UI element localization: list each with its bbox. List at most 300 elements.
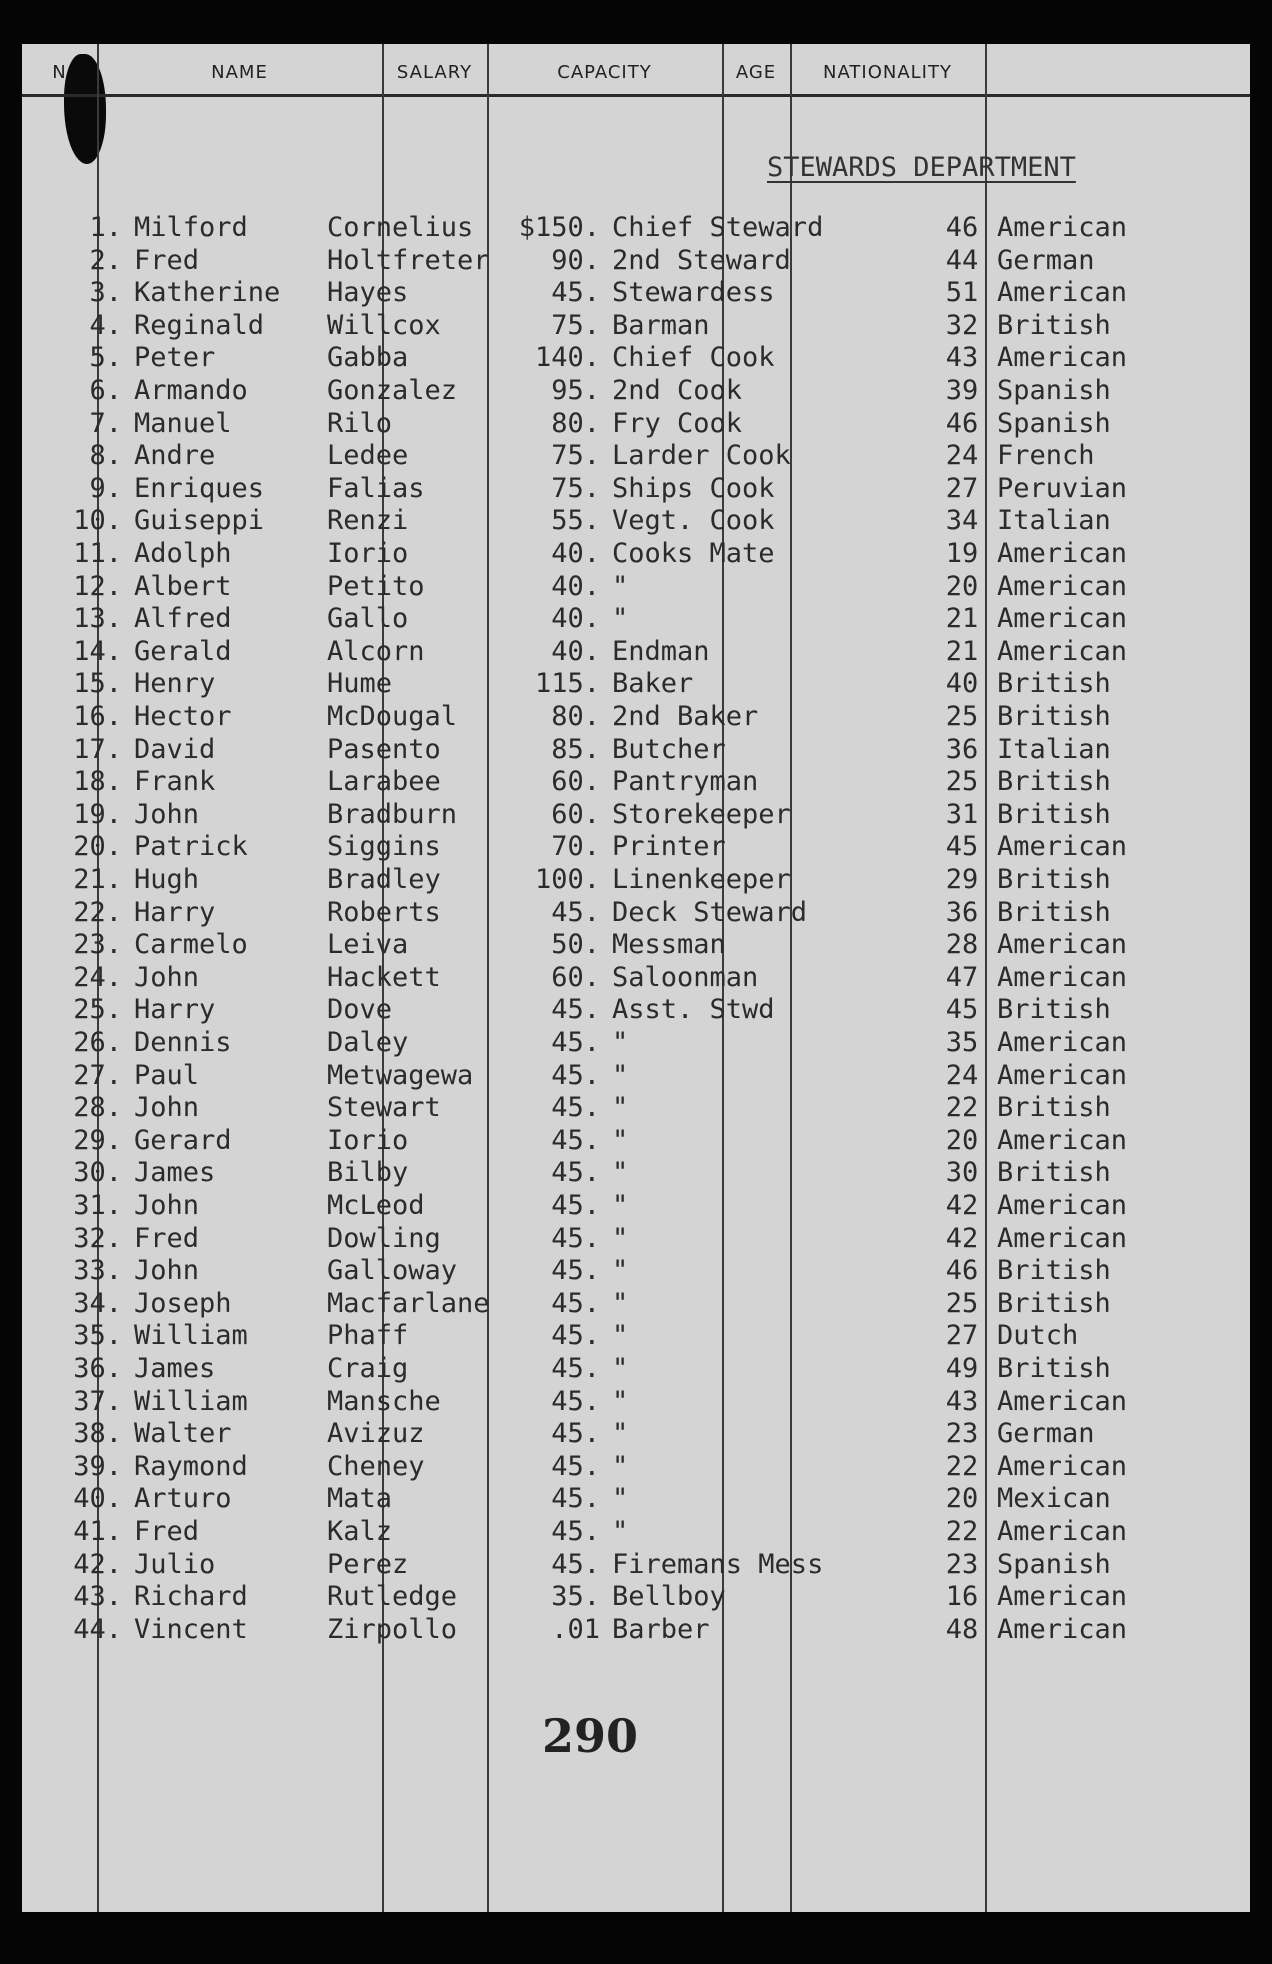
cell-nationality: American xyxy=(997,1581,1128,1612)
crew-list-page xyxy=(22,44,1250,1912)
cell-first: Carmelo xyxy=(134,929,248,960)
header-no: N xyxy=(52,62,67,83)
cell-last: Bradburn xyxy=(327,799,458,830)
cell-age: 24 xyxy=(945,1060,979,1091)
cell-nationality: German xyxy=(997,245,1095,276)
cell-first: Paul xyxy=(134,1060,200,1091)
cell-num: 21. xyxy=(73,864,122,895)
page-number: 290 xyxy=(542,1709,639,1763)
table-row xyxy=(22,375,1250,407)
cell-age: 40 xyxy=(945,668,979,699)
cell-first: Albert xyxy=(134,571,232,602)
table-row xyxy=(22,310,1250,342)
cell-age: 21 xyxy=(945,603,979,634)
cell-last: Bilby xyxy=(327,1157,409,1188)
header-salary: SALARY xyxy=(396,62,473,83)
cell-salary: 40. xyxy=(551,636,600,667)
table-row xyxy=(22,505,1250,537)
cell-last: Holtfreter xyxy=(327,245,490,276)
cell-first: John xyxy=(134,962,200,993)
cell-num: 1. xyxy=(89,212,122,243)
cell-capacity: " xyxy=(612,1288,629,1319)
table-row xyxy=(22,212,1250,244)
cell-num: 17. xyxy=(73,734,122,765)
cell-nationality: American xyxy=(997,962,1128,993)
cell-salary: 50. xyxy=(551,929,600,960)
cell-last: Roberts xyxy=(327,897,441,928)
cell-first: William xyxy=(134,1386,248,1417)
cell-last: Dove xyxy=(327,994,393,1025)
cell-capacity: " xyxy=(612,1255,629,1286)
cell-num: 8. xyxy=(89,440,122,471)
cell-age: 48 xyxy=(945,1614,979,1645)
cell-nationality: British xyxy=(997,701,1111,732)
table-row xyxy=(22,473,1250,505)
cell-capacity: Barman xyxy=(612,310,710,341)
table-row xyxy=(22,897,1250,929)
cell-last: Cornelius xyxy=(327,212,474,243)
cell-age: 22 xyxy=(945,1092,979,1123)
cell-num: 20. xyxy=(73,831,122,862)
cell-nationality: American xyxy=(997,571,1128,602)
table-row xyxy=(22,1223,1250,1255)
cell-num: 25. xyxy=(73,994,122,1025)
cell-salary: 115. xyxy=(534,668,600,699)
cell-nationality: American xyxy=(997,603,1128,634)
cell-capacity: Butcher xyxy=(612,734,726,765)
cell-capacity: " xyxy=(612,603,629,634)
cell-first: Hector xyxy=(134,701,232,732)
cell-age: 42 xyxy=(945,1190,979,1221)
table-row xyxy=(22,994,1250,1026)
cell-nationality: American xyxy=(997,1451,1128,1482)
cell-nationality: American xyxy=(997,1386,1128,1417)
table-row xyxy=(22,603,1250,635)
cell-salary: 140. xyxy=(534,342,600,373)
cell-num: 36. xyxy=(73,1353,122,1384)
table-row xyxy=(22,1516,1250,1548)
cell-last: Willcox xyxy=(327,310,441,341)
header-rule xyxy=(22,94,1250,97)
cell-nationality: American xyxy=(997,929,1128,960)
cell-num: 44. xyxy=(73,1614,122,1645)
cell-nationality: American xyxy=(997,1190,1128,1221)
table-row xyxy=(22,1027,1250,1059)
cell-first: John xyxy=(134,1255,200,1286)
cell-salary: 75. xyxy=(551,440,600,471)
cell-capacity: " xyxy=(612,1451,629,1482)
cell-first: Adolph xyxy=(134,538,232,569)
cell-age: 45 xyxy=(945,994,979,1025)
cell-salary: 45. xyxy=(551,1516,600,1547)
cell-capacity: Storekeeper xyxy=(612,799,791,830)
cell-last: Dowling xyxy=(327,1223,441,1254)
cell-last: Pasento xyxy=(327,734,441,765)
table-row xyxy=(22,701,1250,733)
cell-age: 39 xyxy=(945,375,979,406)
cell-last: Hume xyxy=(327,668,393,699)
cell-nationality: German xyxy=(997,1418,1095,1449)
table-row xyxy=(22,1092,1250,1124)
cell-age: 19 xyxy=(945,538,979,569)
cell-num: 37. xyxy=(73,1386,122,1417)
cell-num: 6. xyxy=(89,375,122,406)
cell-num: 4. xyxy=(89,310,122,341)
cell-capacity: " xyxy=(612,1320,629,1351)
cell-age: 24 xyxy=(945,440,979,471)
cell-last: Gonzalez xyxy=(327,375,458,406)
cell-age: 46 xyxy=(945,1255,979,1286)
cell-age: 28 xyxy=(945,929,979,960)
cell-last: Mansche xyxy=(327,1386,441,1417)
cell-num: 5. xyxy=(89,342,122,373)
cell-last: Alcorn xyxy=(327,636,425,667)
cell-nationality: American xyxy=(997,1516,1128,1547)
cell-nationality: American xyxy=(997,212,1128,243)
table-row xyxy=(22,245,1250,277)
cell-num: 27. xyxy=(73,1060,122,1091)
cell-capacity: Fry Cook xyxy=(612,408,743,439)
cell-first: Arturo xyxy=(134,1483,232,1514)
table-row xyxy=(22,864,1250,896)
cell-capacity: Chief Steward xyxy=(612,212,824,243)
cell-last: Mata xyxy=(327,1483,393,1514)
cell-nationality: American xyxy=(997,342,1128,373)
cell-last: Macfarlane xyxy=(327,1288,490,1319)
cell-capacity: Vegt. Cook xyxy=(612,505,775,536)
cell-num: 9. xyxy=(89,473,122,504)
table-row xyxy=(22,1386,1250,1418)
table-row xyxy=(22,277,1250,309)
cell-first: Fred xyxy=(134,1223,200,1254)
table-row xyxy=(22,929,1250,961)
cell-salary: 75. xyxy=(551,473,600,504)
cell-first: Gerald xyxy=(134,636,232,667)
cell-nationality: American xyxy=(997,1060,1128,1091)
cell-last: Avizuz xyxy=(327,1418,425,1449)
table-row xyxy=(22,1581,1250,1613)
cell-age: 20 xyxy=(945,571,979,602)
cell-first: Hugh xyxy=(134,864,200,895)
cell-first: William xyxy=(134,1320,248,1351)
cell-first: James xyxy=(134,1157,216,1188)
table-row xyxy=(22,734,1250,766)
cell-nationality: British xyxy=(997,994,1111,1025)
table-row xyxy=(22,342,1250,374)
cell-salary: 45. xyxy=(551,1027,600,1058)
cell-capacity: Ships Cook xyxy=(612,473,775,504)
cell-last: Ledee xyxy=(327,440,409,471)
cell-last: Renzi xyxy=(327,505,409,536)
cell-last: Rilo xyxy=(327,408,393,439)
cell-first: Julio xyxy=(134,1549,216,1580)
cell-salary: $150. xyxy=(518,212,600,243)
cell-age: 22 xyxy=(945,1516,979,1547)
cell-salary: 60. xyxy=(551,962,600,993)
cell-num: 43. xyxy=(73,1581,122,1612)
cell-nationality: Dutch xyxy=(997,1320,1079,1351)
cell-nationality: British xyxy=(997,1288,1111,1319)
table-row xyxy=(22,1190,1250,1222)
cell-salary: 95. xyxy=(551,375,600,406)
cell-first: James xyxy=(134,1353,216,1384)
cell-num: 35. xyxy=(73,1320,122,1351)
cell-first: Peter xyxy=(134,342,216,373)
cell-capacity: " xyxy=(612,1060,629,1091)
cell-age: 36 xyxy=(945,897,979,928)
cell-capacity: Bellboy xyxy=(612,1581,726,1612)
cell-nationality: Spanish xyxy=(997,1549,1111,1580)
cell-age: 31 xyxy=(945,799,979,830)
cell-last: Stewart xyxy=(327,1092,441,1123)
table-row xyxy=(22,962,1250,994)
cell-age: 25 xyxy=(945,766,979,797)
cell-salary: 45. xyxy=(551,1353,600,1384)
cell-capacity: " xyxy=(612,1092,629,1123)
cell-salary: 55. xyxy=(551,505,600,536)
cell-last: Falias xyxy=(327,473,425,504)
table-row xyxy=(22,1255,1250,1287)
cell-num: 32. xyxy=(73,1223,122,1254)
cell-first: Frank xyxy=(134,766,216,797)
cell-nationality: American xyxy=(997,1125,1128,1156)
cell-salary: 45. xyxy=(551,1418,600,1449)
cell-capacity: Barber xyxy=(612,1614,710,1645)
cell-age: 36 xyxy=(945,734,979,765)
table-row xyxy=(22,1418,1250,1450)
cell-num: 22. xyxy=(73,897,122,928)
cell-num: 34. xyxy=(73,1288,122,1319)
cell-salary: 45. xyxy=(551,1386,600,1417)
cell-num: 28. xyxy=(73,1092,122,1123)
table-row xyxy=(22,1320,1250,1352)
cell-num: 16. xyxy=(73,701,122,732)
cell-num: 19. xyxy=(73,799,122,830)
cell-first: Armando xyxy=(134,375,248,406)
cell-age: 27 xyxy=(945,473,979,504)
cell-num: 18. xyxy=(73,766,122,797)
cell-salary: 35. xyxy=(551,1581,600,1612)
cell-capacity: " xyxy=(612,1386,629,1417)
cell-num: 2. xyxy=(89,245,122,276)
cell-last: Gabba xyxy=(327,342,409,373)
cell-capacity: " xyxy=(612,1157,629,1188)
table-row xyxy=(22,1483,1250,1515)
cell-salary: 80. xyxy=(551,701,600,732)
cell-first: Milford xyxy=(134,212,248,243)
cell-capacity: Messman xyxy=(612,929,726,960)
cell-age: 27 xyxy=(945,1320,979,1351)
cell-nationality: British xyxy=(997,897,1111,928)
cell-num: 12. xyxy=(73,571,122,602)
table-row xyxy=(22,1125,1250,1157)
cell-last: Larabee xyxy=(327,766,441,797)
cell-capacity: Baker xyxy=(612,668,694,699)
cell-num: 24. xyxy=(73,962,122,993)
cell-nationality: Italian xyxy=(997,505,1111,536)
cell-salary: 75. xyxy=(551,310,600,341)
cell-nationality: British xyxy=(997,799,1111,830)
cell-first: Walter xyxy=(134,1418,232,1449)
cell-last: Petito xyxy=(327,571,425,602)
cell-age: 44 xyxy=(945,245,979,276)
cell-last: Kalz xyxy=(327,1516,393,1547)
cell-first: Andre xyxy=(134,440,216,471)
cell-salary: 40. xyxy=(551,571,600,602)
cell-num: 14. xyxy=(73,636,122,667)
cell-salary: 45. xyxy=(551,994,600,1025)
cell-age: 20 xyxy=(945,1483,979,1514)
department-title: STEWARDS DEPARTMENT xyxy=(767,152,1076,183)
cell-age: 20 xyxy=(945,1125,979,1156)
cell-first: Joseph xyxy=(134,1288,232,1319)
cell-capacity: " xyxy=(612,1125,629,1156)
cell-salary: 40. xyxy=(551,538,600,569)
cell-nationality: Italian xyxy=(997,734,1111,765)
table-row xyxy=(22,831,1250,863)
cell-first: Vincent xyxy=(134,1614,248,1645)
cell-first: Richard xyxy=(134,1581,248,1612)
cell-last: Gallo xyxy=(327,603,409,634)
cell-capacity: " xyxy=(612,1223,629,1254)
cell-first: Fred xyxy=(134,245,200,276)
cell-salary: 90. xyxy=(551,245,600,276)
cell-last: Hayes xyxy=(327,277,409,308)
table-row xyxy=(22,440,1250,472)
cell-salary: 100. xyxy=(534,864,600,895)
cell-last: Rutledge xyxy=(327,1581,458,1612)
cell-age: 30 xyxy=(945,1157,979,1188)
table-row xyxy=(22,668,1250,700)
header-capacity: CAPACITY xyxy=(557,62,652,83)
cell-salary: 45. xyxy=(551,897,600,928)
cell-last: Craig xyxy=(327,1353,409,1384)
cell-salary: 45. xyxy=(551,1190,600,1221)
table-row xyxy=(22,799,1250,831)
cell-salary: 45. xyxy=(551,1223,600,1254)
cell-last: Iorio xyxy=(327,1125,409,1156)
cell-num: 29. xyxy=(73,1125,122,1156)
cell-nationality: American xyxy=(997,831,1128,862)
cell-num: 42. xyxy=(73,1549,122,1580)
cell-salary: 85. xyxy=(551,734,600,765)
table-row xyxy=(22,571,1250,603)
cell-nationality: British xyxy=(997,1353,1111,1384)
cell-num: 11. xyxy=(73,538,122,569)
cell-num: 31. xyxy=(73,1190,122,1221)
cell-age: 23 xyxy=(945,1549,979,1580)
cell-age: 32 xyxy=(945,310,979,341)
table-row xyxy=(22,538,1250,570)
cell-num: 10. xyxy=(73,505,122,536)
cell-salary: 45. xyxy=(551,1125,600,1156)
table-row xyxy=(22,1060,1250,1092)
cell-num: 40. xyxy=(73,1483,122,1514)
cell-age: 47 xyxy=(945,962,979,993)
cell-salary: 45. xyxy=(551,1255,600,1286)
cell-last: Galloway xyxy=(327,1255,458,1286)
cell-capacity: Firemans Mess xyxy=(612,1549,824,1580)
cell-salary: 45. xyxy=(551,1320,600,1351)
cell-num: 33. xyxy=(73,1255,122,1286)
cell-capacity: " xyxy=(612,571,629,602)
cell-last: Cheney xyxy=(327,1451,425,1482)
cell-age: 42 xyxy=(945,1223,979,1254)
cell-last: Phaff xyxy=(327,1320,409,1351)
cell-last: Siggins xyxy=(327,831,441,862)
table-row xyxy=(22,1451,1250,1483)
cell-capacity: Asst. Stwd xyxy=(612,994,775,1025)
cell-age: 34 xyxy=(945,505,979,536)
cell-nationality: American xyxy=(997,1027,1128,1058)
cell-nationality: American xyxy=(997,636,1128,667)
cell-nationality: French xyxy=(997,440,1095,471)
cell-salary: 70. xyxy=(551,831,600,862)
cell-capacity: " xyxy=(612,1483,629,1514)
cell-age: 23 xyxy=(945,1418,979,1449)
cell-nationality: American xyxy=(997,538,1128,569)
cell-salary: 45. xyxy=(551,1157,600,1188)
cell-first: Harry xyxy=(134,994,216,1025)
cell-num: 3. xyxy=(89,277,122,308)
cell-capacity: 2nd Cook xyxy=(612,375,743,406)
cell-capacity: Printer xyxy=(612,831,726,862)
cell-salary: 60. xyxy=(551,799,600,830)
cell-nationality: American xyxy=(997,1223,1128,1254)
cell-num: 39. xyxy=(73,1451,122,1482)
cell-first: David xyxy=(134,734,216,765)
cell-capacity: " xyxy=(612,1027,629,1058)
cell-first: Reginald xyxy=(134,310,265,341)
cell-first: Fred xyxy=(134,1516,200,1547)
cell-first: Patrick xyxy=(134,831,248,862)
cell-last: Metwagewa xyxy=(327,1060,474,1091)
cell-nationality: American xyxy=(997,277,1128,308)
cell-num: 7. xyxy=(89,408,122,439)
cell-age: 25 xyxy=(945,701,979,732)
cell-capacity: Chief Cook xyxy=(612,342,775,373)
table-row xyxy=(22,1288,1250,1320)
cell-capacity: " xyxy=(612,1418,629,1449)
cell-first: John xyxy=(134,1092,200,1123)
table-row xyxy=(22,1614,1250,1646)
cell-num: 38. xyxy=(73,1418,122,1449)
cell-nationality: Mexican xyxy=(997,1483,1111,1514)
cell-salary: 45. xyxy=(551,277,600,308)
cell-nationality: Peruvian xyxy=(997,473,1128,504)
cell-first: Gerard xyxy=(134,1125,232,1156)
cell-last: McDougal xyxy=(327,701,458,732)
cell-salary: 40. xyxy=(551,603,600,634)
cell-nationality: British xyxy=(997,1157,1111,1188)
cell-salary: 60. xyxy=(551,766,600,797)
cell-capacity: Cooks Mate xyxy=(612,538,775,569)
cell-nationality: British xyxy=(997,668,1111,699)
cell-age: 43 xyxy=(945,342,979,373)
cell-age: 45 xyxy=(945,831,979,862)
header-nationality: NATIONALITY xyxy=(823,62,952,83)
cell-last: Iorio xyxy=(327,538,409,569)
cell-capacity: Saloonman xyxy=(612,962,759,993)
cell-last: McLeod xyxy=(327,1190,425,1221)
table-row xyxy=(22,1353,1250,1385)
cell-last: Perez xyxy=(327,1549,409,1580)
cell-capacity: 2nd Steward xyxy=(612,245,791,276)
cell-age: 49 xyxy=(945,1353,979,1384)
cell-first: John xyxy=(134,1190,200,1221)
cell-last: Daley xyxy=(327,1027,409,1058)
cell-capacity: Larder Cook xyxy=(612,440,791,471)
